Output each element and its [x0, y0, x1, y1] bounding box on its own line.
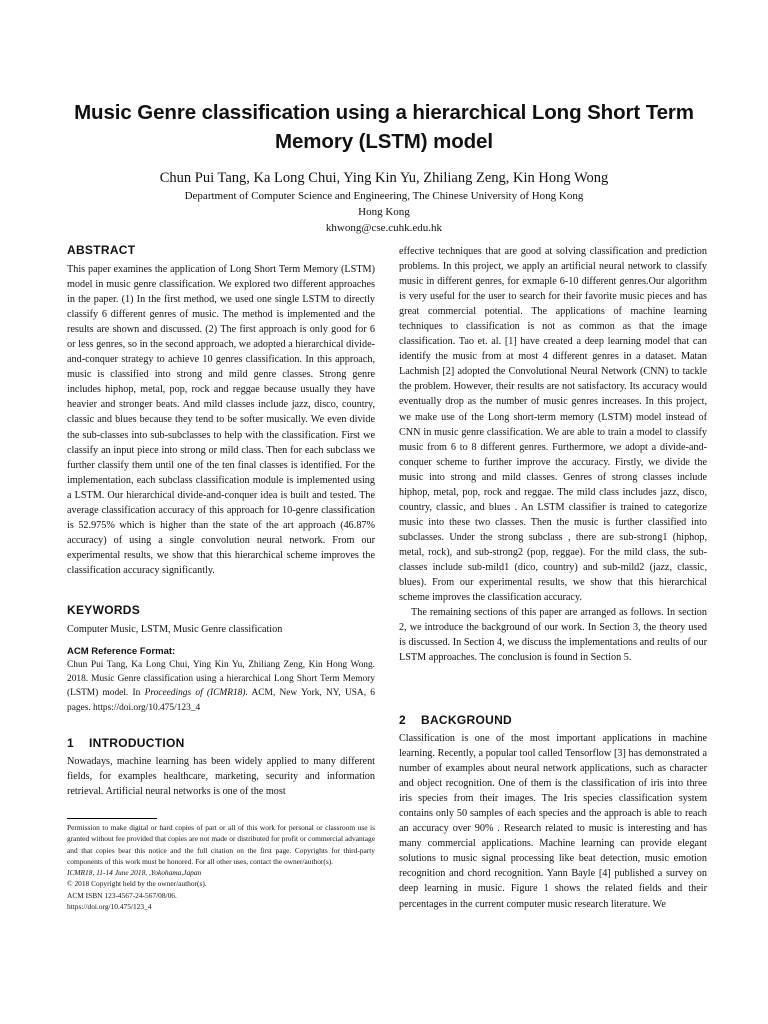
abstract-text: This paper examines the application of Long Short Term Memory (LSTM) model in music genre classification. We explored two different approaches in the paper. (1) In the first method, we used one single LSTM to directly classify 6 different genres of music. The method is implemented and the results are shown and discussed. (2) The first approach is only good for 6 or less genres, so in the second approach, we adopted a hierarchical divide-and-conquer strategy to achieve 10 genres classification. In this approach, music is classified into strong and mild genre classes. Strong genre includes hiphop, metal, pop, rock and reggae because usually they have heavier and stronger beats. And mild classes include jazz, disco, country, classic and blues because they tend to be softer musically. We even divide the sub-classes into sub-subclasses to help with the classification. First we classify an input piece into strong or mild class. Then for each subclass we further classify them until one of the ten final classes is identified. For the implementation, each subclass classification module is implemented using a LSTM. Our hierarchical divide-and-conquer idea is built and tested. The average classification accuracy of this approach for 10-genre classification is 52.975% which is higher than the state of the art approach (46.87% accuracy) of using a single convolution neural network. From our experimental results, we show that this hierarchical scheme improves the classification accuracy significantly. [67, 264, 375, 576]
abstract-section [67, 262, 375, 578]
keywords-heading: KEYWORDS [67, 603, 141, 617]
background-text: Classification is one of the most important applications in machine learning. Recently, a popular tool called Tensorflow [3] has demonstrated a number of examples about neural network applications, such as character and object recognition. One of them is the classification of iris into three iris species from their images. The Iris species classification system contains only 50 samples of each species and the approach is able to reach an accuracy over 90% . Research related to music is interesting and has many commercial applications. Machine learning can provide elegant solutions to music signal processing like beat detection, music emotion recognition and chord recognition. Yann Bayle [4] published a survey on deep learning in music. Figure 1 shows the related fields and their percentages in the current computer music research literature. We [399, 733, 707, 910]
introduction-right [399, 244, 707, 665]
acm-reference-citation: Chun Pui Tang, Ka Long Chui, Ying Kin Yu, Zhiliang Zeng, Kin Hong Wong. 2018. Music Genre classification using a hierarchical Long Short Term Memory (LSTM) model. In [67, 660, 375, 699]
doi-link[interactable]: https://doi.org/10.475/123_4 [67, 902, 152, 912]
affiliation-block [40, 188, 728, 236]
acm-reference-label: ACM Reference Format: [67, 646, 176, 657]
footnote-block [67, 822, 375, 912]
background-section [399, 731, 707, 912]
isbn: ACM ISBN 123-4567-24-567/08/06. [67, 890, 177, 900]
email[interactable]: khwong@cse.cuhk.edu.hk [325, 222, 443, 234]
paper-title: Music Genre classification using a hierarchical Long Short Term Memory (LSTM) model [74, 101, 694, 153]
introduction-text-right: effective techniques that are good at solving classification and prediction problems. In this project, we apply an artificial neural network to classify music in different genres, for exmaple 6-10 different genres.Our algorithm is very useful for the user to search for their favorite music pieces and has great commercial potential. The applications of machine learning techniques to classification is not as common as that the image classification. Tao et. al. [1] have created a deep learning model that can identify the music from at most 4 different genres in a dataset. Matan Lachmish [2] adopted the Convolutional Neural Network (CNN) to tackle the problem. However, their results are not satisfactory. Its accuracy would eventually drop as the number of music genres increases. In this project, we make use of the Long short-term memory (LSTM) model instead of CNN in music genre classification. We are able to train a model to classify music from 6 to 8 different genres. Furthermore, we adopt a divide-and-conquer scheme to further improve the accuracy. Firstly, we divide the music into strong and mild classes. Genres of strong classes include hiphop, metal, pop, rock and reggae. The mild class includes jazz, disco, country, classic, and blues . An LSTM classifier is trained to categorize music into these two classes. Then the music is further classified into subclasses. Under the strong subclass , there are sub-strong1 (hiphop, metal, rock), and sub-strong2 (pop, reggae). For the mild class, the sub-classes include sub-mild1 (dico, country) and sub-mild2 (jazz, classic, blues). From our experimental results, we show that this hierarchical scheme improves the classification accuracy. [399, 246, 707, 604]
section-number: 2 [399, 713, 406, 727]
background-heading [399, 713, 512, 727]
section-title: INTRODUCTION [89, 736, 185, 750]
permission-notice: Permission to make digital or hard copies of part or all of this work for personal or classroom use is granted without fee provided that copies are not made or distributed for profit or commercial advantage and that copies bear this notice and the full citation on the first page. Copyrights for third-party components of this work must be honored. For all other uses, contact the owner/author(s). [67, 823, 375, 866]
introduction-left [67, 754, 375, 799]
department: Department of Computer Science and Engineering, The Chinese University of Hong Kong [184, 190, 584, 202]
abstract-heading: ABSTRACT [67, 243, 136, 257]
acm-reference-proceedings: Proceedings of (ICMR18). [144, 688, 248, 699]
introduction-text-right-2: The remaining sections of this paper are arranged as follows. In section 2, we introduce the background of our work. In Section 3, the theory used is discussed. In Section 4, we discuss the implementations and reults of our LSTM approaches. The conclusion is found in Section 5. [399, 607, 707, 664]
keywords-text: Computer Music, LSTM, Music Genre classification [67, 624, 283, 635]
acm-reference-publisher: ACM, New York, NY, USA, 6 pages. https://doi.org/10.475/123_4 [67, 688, 375, 713]
conference-info: ICMR18, 11-14 June 2018, ,Yokohama,Japan [67, 868, 202, 878]
introduction-heading [67, 736, 185, 750]
footnote-divider [67, 818, 157, 819]
author-list: Chun Pui Tang, Ka Long Chui, Ying Kin Yu, Zhiliang Zeng, Kin Hong Wong [159, 170, 609, 186]
section-number: 1 [67, 736, 74, 750]
keywords-section [67, 622, 375, 637]
acm-reference-text [67, 658, 375, 715]
acm-reference [67, 646, 375, 715]
introduction-text-left: Nowadays, machine learning has been widely applied to many different fields, for examples healthcare, marketing, security and information retrieval. Artificial neural networks is one of the most [67, 756, 375, 798]
section-title: BACKGROUND [421, 713, 512, 727]
location: Hong Kong [358, 206, 410, 218]
copyright-notice: © 2018 Copyright held by the owner/author(s). [67, 879, 207, 889]
